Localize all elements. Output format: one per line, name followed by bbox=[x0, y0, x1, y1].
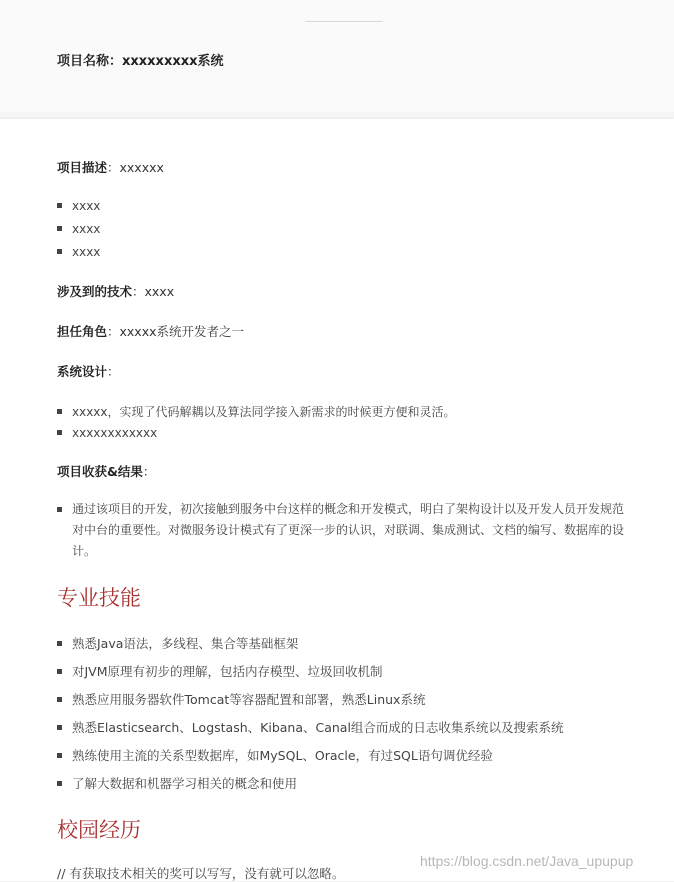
skill-text: 对JVM原理有初步的理解，包括内存模型、垃圾回收机制 bbox=[72, 664, 383, 679]
result-line bbox=[57, 462, 155, 480]
bullet-icon bbox=[57, 641, 62, 646]
bullet-icon bbox=[57, 781, 62, 786]
list-item-text: xxxxxxxxxxxx bbox=[72, 426, 158, 440]
top-band bbox=[0, 0, 674, 112]
skill-item bbox=[57, 718, 563, 736]
skill-text: 了解大数据和机器学习相关的概念和使用 bbox=[72, 776, 298, 791]
project-desc-value: ：xxxxxx bbox=[107, 160, 164, 175]
role-label: 担任角色 bbox=[57, 324, 108, 339]
bullet-icon bbox=[57, 430, 62, 435]
skill-item bbox=[57, 662, 383, 680]
skill-text: 熟悉Java语法，多线程、集合等基础框架 bbox=[72, 636, 299, 651]
role-line bbox=[57, 322, 244, 340]
skill-text: 熟悉应用服务器软件Tomcat等容器配置和部署，熟悉Linux系统 bbox=[72, 692, 426, 707]
skill-item bbox=[57, 746, 493, 764]
list-item bbox=[57, 245, 100, 259]
skill-item bbox=[57, 634, 298, 652]
project-desc-label: 项目描述 bbox=[57, 160, 108, 175]
skill-item bbox=[57, 690, 425, 708]
tech-label: 涉及到的技术 bbox=[57, 284, 133, 299]
project-name-label: 项目名称： bbox=[57, 54, 123, 69]
project-name-value: xxxxxxxxx系统 bbox=[122, 54, 224, 69]
result-colon: ： bbox=[142, 464, 156, 479]
bullet-icon bbox=[57, 697, 62, 702]
project-name-heading bbox=[57, 50, 223, 69]
bullet-icon bbox=[57, 226, 62, 231]
list-item bbox=[57, 222, 100, 236]
list-item-text: xxxx bbox=[72, 199, 101, 213]
list-item bbox=[57, 426, 157, 440]
skills-title: 专业技能 bbox=[57, 586, 141, 610]
skill-text: 熟练使用主流的关系型数据库，如MySQL、Oracle，有过SQL语句调优经验 bbox=[72, 748, 493, 763]
watermark: https://blog.csdn.net/Java_upupup bbox=[420, 853, 634, 869]
list-item-text: xxxx bbox=[72, 222, 101, 236]
list-item-text: xxxxx，实现了代码解耦以及算法同学接入新需求的时候更方便和灵活。 bbox=[72, 405, 456, 419]
skill-text: 熟悉Elasticsearch、Logstash、Kibana、Canal组合而成的日志收集系统以及搜索系统 bbox=[72, 720, 564, 735]
bullet-icon bbox=[57, 507, 62, 512]
tech-value: ：xxxx bbox=[132, 284, 175, 299]
bullet-icon bbox=[57, 725, 62, 730]
bullet-icon bbox=[57, 249, 62, 254]
campus-comment: // 有获取技术相关的奖可以写写，没有就可以忽略。 bbox=[57, 866, 345, 881]
bullet-icon bbox=[57, 409, 62, 414]
bullet-icon bbox=[57, 669, 62, 674]
skill-item bbox=[57, 774, 297, 792]
list-item bbox=[57, 199, 100, 213]
bullet-icon bbox=[57, 753, 62, 758]
design-label: 系统设计 bbox=[57, 364, 108, 379]
design-line bbox=[57, 362, 120, 380]
project-desc-line bbox=[57, 158, 164, 176]
tech-line bbox=[57, 282, 174, 300]
design-colon: ： bbox=[107, 364, 120, 379]
campus-title: 校园经历 bbox=[57, 818, 141, 842]
result-paragraph: 通过该项目的开发，初次接触到服务中台这样的概念和开发模式，明白了架构设计以及开发人员开发规范对中台的重要性。对微服务设计模式有了更深一步的认识，对联调、集成测试、文档的编写、数据库的设计。 bbox=[72, 502, 625, 558]
role-value: ：xxxxx系统开发者之一 bbox=[107, 324, 245, 339]
bullet-icon bbox=[57, 203, 62, 208]
list-item-text: xxxx bbox=[72, 245, 101, 259]
divider-line bbox=[305, 21, 383, 22]
result-label: 项目收获&结果 bbox=[57, 464, 143, 479]
list-item bbox=[57, 403, 456, 420]
